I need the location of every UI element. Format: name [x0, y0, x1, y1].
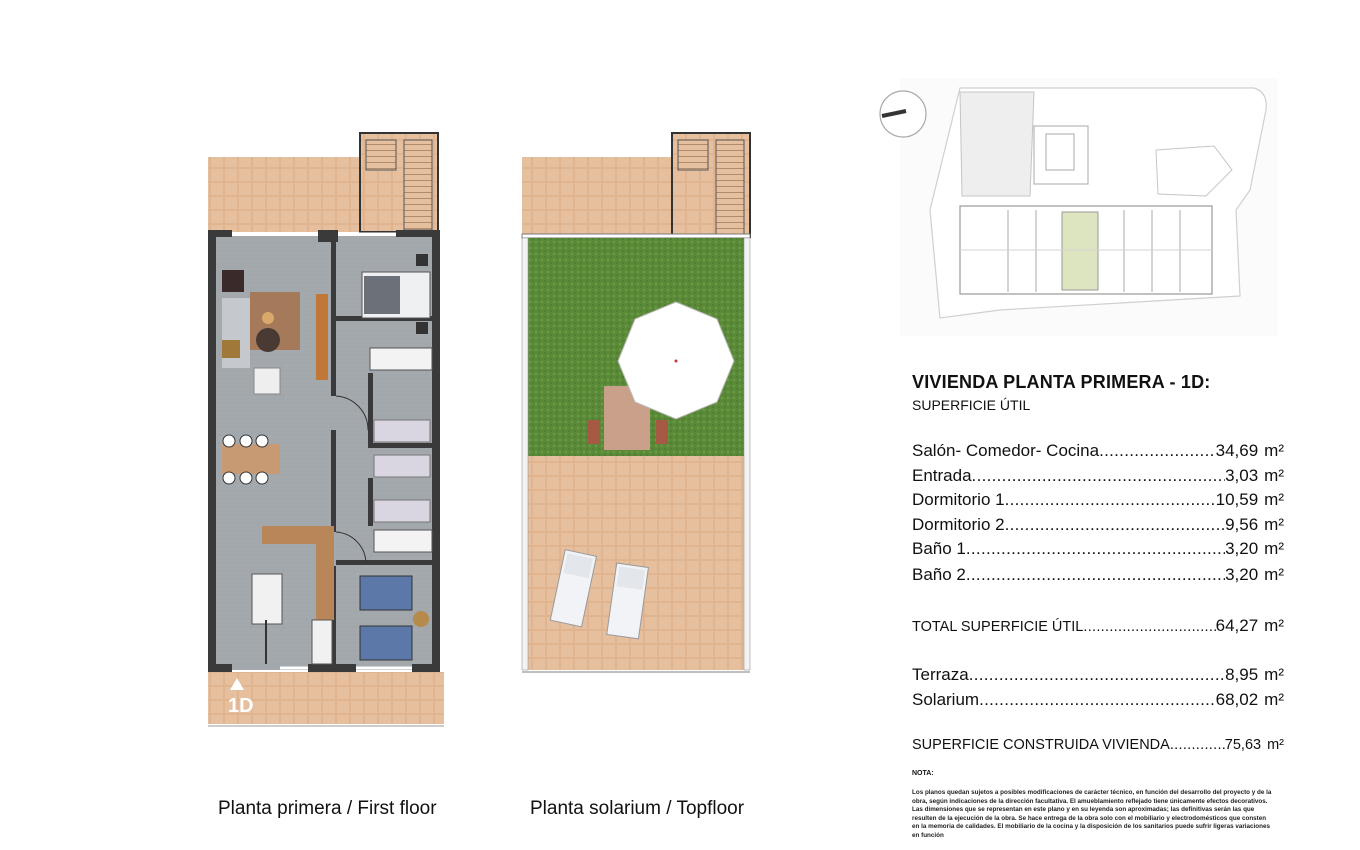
- built-value: 75,63: [1224, 737, 1262, 753]
- bed-2b: [360, 626, 412, 660]
- staircase: [404, 140, 432, 230]
- solarium-row: [912, 690, 1284, 710]
- note-text: Los planos quedan sujetos a posibles modificaciones de carácter técnico, en función del desarrollo del proyecto y de la obra, según indicaciones de la dirección facultativa. El amueblamiento reflejado tiene únicamente efectos decorativos. Las dimensiones que se representan en este plano y en su leyenda son aproximadas; las definitivas serán las que resulten de la ejecución de la obra. Se hace entrega de la obra solo con el mobiliario y electrodomésticos que consten en la memoria de calidades. El mobiliario de la cocina y la disposición de los sanitarios puede sufrir ligeras variaciones en función: [912, 789, 1272, 839]
- room-row: [912, 515, 1284, 535]
- extra-label: Solarium: [912, 690, 980, 709]
- room-label: Entrada: [912, 466, 972, 485]
- total-label: TOTAL SUPERFICIE ÚTIL: [912, 619, 1084, 635]
- total-area-row: [912, 616, 1284, 636]
- extra-unit: m²: [1264, 690, 1284, 709]
- unit-marker-label: 1D: [228, 695, 254, 717]
- site-key-plan: [880, 78, 1278, 336]
- terrace-row: [912, 665, 1284, 685]
- room-unit: m²: [1264, 565, 1284, 584]
- room-row: [912, 466, 1284, 486]
- room-unit: m²: [1264, 441, 1284, 460]
- room-label: Dormitorio 2: [912, 515, 1005, 534]
- caption-top-floor: Planta solarium / Topfloor: [530, 798, 745, 819]
- solarium-plan: [522, 133, 750, 672]
- caption-first-floor: Planta primera / First floor: [218, 798, 437, 819]
- room-value: 9,56: [1225, 515, 1259, 534]
- room-unit: m²: [1264, 490, 1284, 509]
- room-value: 3,20: [1225, 565, 1259, 584]
- room-label: Baño 1: [912, 539, 966, 558]
- room-value: 10,59: [1215, 490, 1259, 509]
- room-label: Salón- Comedor- Cocina: [912, 441, 1100, 460]
- unit-title: VIVIENDA PLANTA PRIMERA - 1D:: [912, 372, 1211, 392]
- room-row: [912, 565, 1284, 585]
- extra-label: Terraza: [912, 665, 969, 684]
- room-row: [912, 441, 1284, 461]
- total-unit: m²: [1264, 616, 1284, 635]
- room-unit: m²: [1264, 515, 1284, 534]
- unit-highlight: [1062, 212, 1098, 290]
- total-value: 64,27: [1215, 616, 1259, 635]
- built-area-row: [912, 737, 1284, 753]
- extra-value: 8,95: [1225, 665, 1259, 684]
- extra-unit: m²: [1264, 665, 1284, 684]
- room-label: Dormitorio 1: [912, 490, 1005, 509]
- room-row: [912, 539, 1284, 559]
- dining-table: [222, 444, 280, 474]
- extra-value: 68,02: [1215, 690, 1259, 709]
- room-value: 3,03: [1225, 466, 1259, 485]
- built-label: SUPERFICIE CONSTRUIDA VIVIENDA: [912, 737, 1170, 753]
- solarium-staircase: [716, 140, 744, 234]
- bed-2a: [360, 576, 412, 610]
- first-floor-plan: [208, 133, 444, 726]
- built-unit: m²: [1267, 737, 1284, 753]
- note-title: NOTA:: [912, 770, 934, 777]
- room-unit: m²: [1264, 539, 1284, 558]
- room-value: 3,20: [1225, 539, 1259, 558]
- room-row: [912, 490, 1284, 510]
- top-terrace: [208, 157, 360, 232]
- room-label: Baño 2: [912, 565, 966, 584]
- room-value: 34,69: [1215, 441, 1259, 460]
- room-unit: m²: [1264, 466, 1284, 485]
- unit-subtitle: SUPERFICIE ÚTIL: [912, 397, 1031, 413]
